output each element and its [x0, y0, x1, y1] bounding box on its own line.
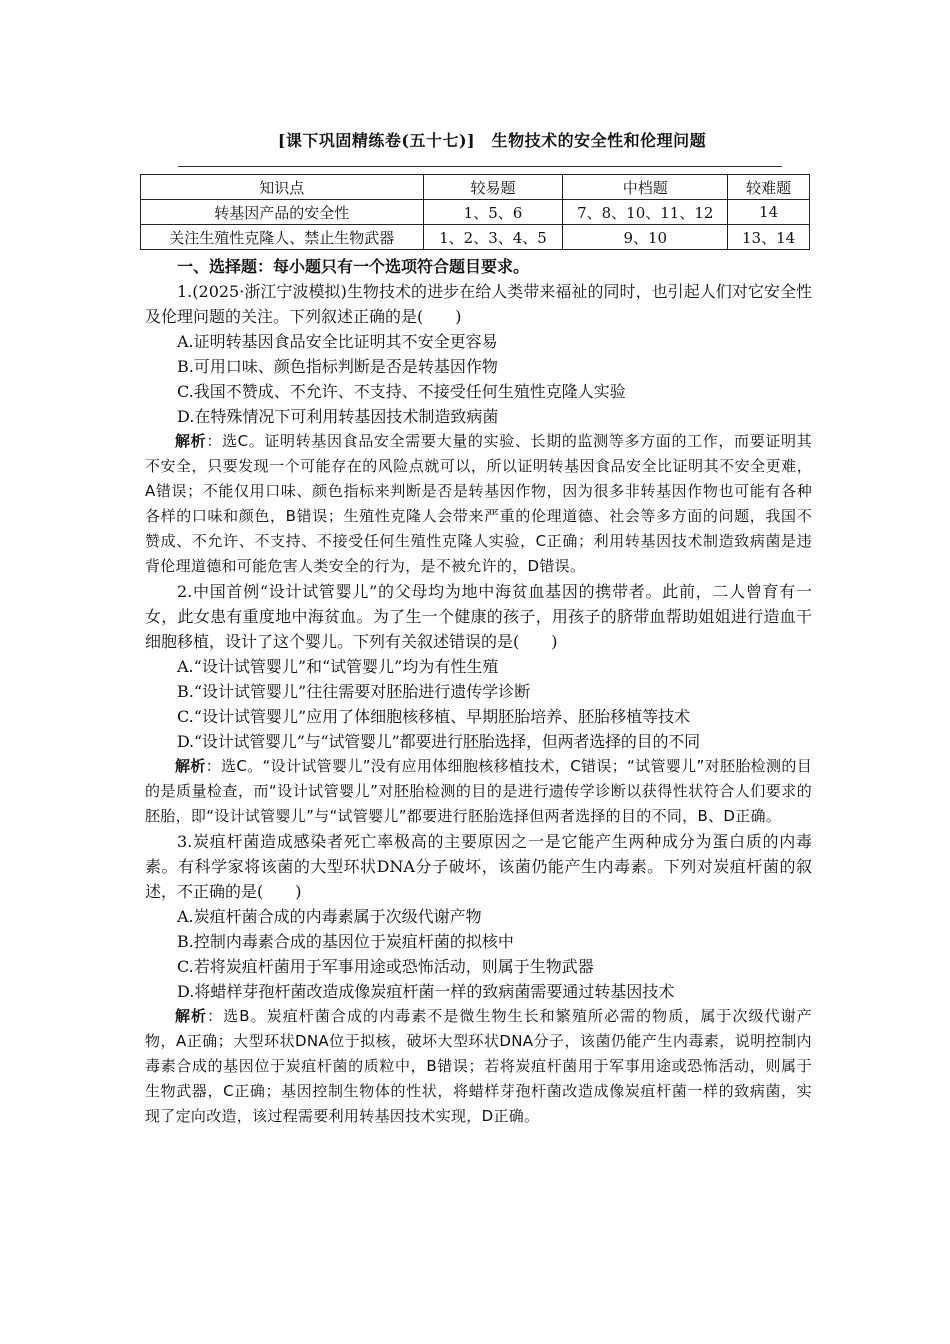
- explanation-label: 解析: [175, 432, 207, 450]
- question-stem: 3.炭疽杆菌造成感染者死亡率极高的主要原因之一是它能产生两种成分为蛋白质的内毒素。有科学家将该菌的大型环状DNA分子破坏，该菌仍能产生内毒素。下列对炭疽杆菌的叙述，不正确的是( ): [145, 832, 812, 901]
- question-content: [145, 254, 812, 1129]
- question-stem: 1.(2025·浙江宁波模拟)生物技术的进步在给人类带来福祉的同时，也引起人们对它安全性及伦理问题的关注。下列叙述正确的是( ): [145, 282, 812, 326]
- page-title: [课下巩固精练卷(五十七)] 生物技术的安全性和伦理问题: [277, 131, 707, 150]
- table-cell: 7、8、10、11、12: [563, 200, 728, 225]
- table-header-cell: 中档题: [563, 175, 728, 200]
- option-b: B.可用口味、颜色指标判断是否是转基因作物: [177, 357, 498, 376]
- explanation: [145, 1004, 812, 1129]
- table-cell: 1、2、3、4、5: [423, 225, 563, 250]
- option-a: A.“设计试管婴儿”和“试管婴儿”均为有性生殖: [177, 657, 499, 676]
- option-c: C.若将炭疽杆菌用于军事用途或恐怖活动，则属于生物武器: [177, 957, 594, 976]
- explanation: [145, 754, 812, 829]
- table-header-cell: 较易题: [423, 175, 563, 200]
- table-header-row: [141, 175, 810, 200]
- table-header-cell: 较难题: [728, 175, 810, 200]
- table-cell: 9、10: [563, 225, 728, 250]
- explanation: [145, 429, 812, 579]
- explanation-text: ：选C。“设计试管婴儿”没有应用体细胞核移植技术，C错误；“试管婴儿”对胚胎检测的目的是质量检查，而“设计试管婴儿”对胚胎检测的目的是进行遗传学诊断以获得性状符合人们要求的胚胎，即“设计试管婴儿”与“试管婴儿”都要进行胚胎选择但两者选择的目的不同，B、D正确。: [145, 757, 812, 825]
- option-c: C.我国不赞成、不允许、不支持、不接受任何生殖性克隆人实验: [177, 382, 626, 401]
- explanation-label: 解析: [175, 1007, 208, 1025]
- table-cell: 关注生殖性克隆人、禁止生物武器: [141, 225, 424, 250]
- table-header-cell: 知识点: [141, 175, 424, 200]
- knowledge-table: [140, 174, 810, 250]
- explanation-text: ：选B。炭疽杆菌合成的内毒素不是微生物生长和繁殖所必需的物质，属于次级代谢产物，A正确；大型环状DNA位于拟核，破坏大型环状DNA分子，该菌仍能产生内毒素，说明控制内毒素合成的基因位于炭疽杆菌的质粒中，B错误；若将炭疽杆菌用于军事用途或恐怖活动，则属于生物武器，C正确；基因控制生物体的性状，将蜡样芽孢杆菌改造成像炭疽杆菌一样的致病菌，实现了定向改造，该过程需要利用转基因技术实现，D正确。: [145, 1007, 812, 1125]
- option-d: D.在特殊情况下可利用转基因技术制造致病菌: [177, 407, 499, 426]
- question-stem: 2.中国首例“设计试管婴儿”的父母均为地中海贫血基因的携带者。此前，二人曾育有一女，此女患有重度地中海贫血。为了生一个健康的孩子，用孩子的脐带血帮助姐姐进行造血干细胞移植，设计了这个婴儿。下列有关叙述错误的是( ): [145, 582, 812, 651]
- table-row: [141, 200, 810, 225]
- title-divider: [178, 166, 782, 167]
- option-d: D.“设计试管婴儿”与“试管婴儿”都要进行胚胎选择，但两者选择的目的不同: [177, 732, 700, 751]
- explanation-text: ：选C。证明转基因食品安全需要大量的实验、长期的监测等多方面的工作，而要证明其不安全，只要发现一个可能存在的风险点就可以，所以证明转基因食品安全比证明其不安全更难，A错误；不能仅用口味、颜色指标来判断是否是转基因作物，因为很多非转基因作物也可能有各种各样的口味和颜色，B错误；生殖性克隆人会带来严重的伦理道德、社会等多方面的问题，我国不赞成、不允许、不支持、不接受任何生殖性克隆人实验，C正确；利用转基因技术制造致病菌是违背伦理道德和可能危害人类安全的行为，是不被允许的，D错误。: [145, 432, 812, 575]
- table-cell: 转基因产品的安全性: [141, 200, 424, 225]
- table-cell: 13、14: [728, 225, 810, 250]
- option-a: A.炭疽杆菌合成的内毒素属于次级代谢产物: [177, 907, 482, 926]
- table-cell: 14: [728, 200, 810, 225]
- explanation-label: 解析: [175, 757, 206, 775]
- option-b: B.控制内毒素合成的基因位于炭疽杆菌的拟核中: [177, 932, 514, 951]
- table-cell: 1、5、6: [423, 200, 563, 225]
- section-heading: 一、选择题：每小题只有一个选项符合题目要求。: [177, 257, 530, 276]
- table-row: [141, 225, 810, 250]
- option-b: B.“设计试管婴儿”往往需要对胚胎进行遗传学诊断: [177, 682, 531, 701]
- option-d: D.将蜡样芽孢杆菌改造成像炭疽杆菌一样的致病菌需要通过转基因技术: [177, 982, 675, 1001]
- option-a: A.证明转基因食品安全比证明其不安全更容易: [177, 332, 498, 351]
- option-c: C.“设计试管婴儿”应用了体细胞核移植、早期胚胎培养、胚胎移植等技术: [177, 707, 691, 726]
